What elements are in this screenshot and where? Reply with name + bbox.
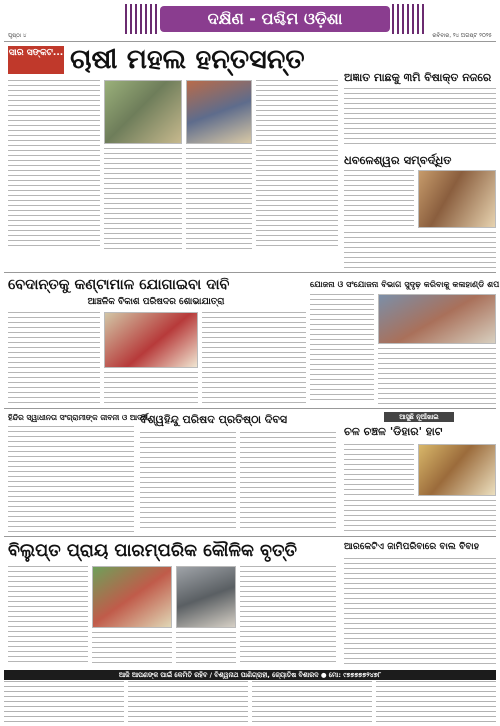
marriage-body — [344, 558, 496, 666]
divider — [4, 272, 496, 273]
crafts-headline: ବିଲୁପ୍ତ ପ୍ରାୟ ପାରମ୍ପରିକ କୌଳିକ ବୃତ୍ତି — [8, 541, 297, 561]
lead-photo-queue — [186, 80, 252, 144]
masthead — [0, 0, 500, 40]
top-right-headline: ଅଜ୍ଞାତ ମାଛକୁ ୩ମି ବିଷାକ୍ତ ନଜରେ — [344, 71, 492, 84]
marriage-headline: ଆରକେଟିଏ ଜାମିପରିବାରେ ବାଲ ବିବାହ — [344, 541, 480, 552]
vhp-body-col1 — [140, 432, 236, 532]
planning-dept-headline: ଯୋଜନା ଓ ସଂଯୋଜନା ବିଭାଗ ସୁଦୃଢ଼ କରିବାକୁ କଳାହାଣ୍ଡି ଶପ — [310, 279, 500, 289]
vedanta-body-col3 — [104, 372, 198, 404]
planning-body-col1 — [310, 294, 374, 404]
issue-date: ରବିବାର, ୨୪ ଅଗଷ୍ଟ ୨୦୨୫ — [432, 33, 492, 39]
divider — [4, 408, 496, 409]
haat-photo-market — [418, 444, 496, 496]
crafts-body-col4 — [240, 566, 336, 666]
top-right-body — [344, 88, 496, 148]
horoscope-col-3 — [252, 681, 372, 726]
horoscope-col-2 — [128, 681, 248, 726]
crafts-photo-artisan — [176, 566, 236, 628]
divider — [4, 536, 496, 537]
crafts-body-col3 — [176, 632, 236, 666]
haat-kicker: ଆସୁଛି ନୂଆଁଖାଇ — [384, 412, 454, 422]
lead-body-col1 — [8, 80, 100, 250]
vedanta-body-col1 — [8, 312, 100, 404]
vedanta-body-col2 — [202, 312, 306, 404]
masthead-ornament-left — [125, 4, 159, 34]
lead-body-col4 — [256, 80, 338, 250]
lead-body-col3 — [186, 148, 252, 250]
lead-photo-crowd — [104, 80, 182, 144]
section-title: ଦକ୍ଷିଣ - ପଶ୍ଚିମ ଓଡ଼ିଶା — [207, 9, 343, 28]
crafts-photo-weaver — [92, 566, 172, 628]
lead-headline: ଚାଷୀ ମହଲ ହନ୍ତସନ୍ତ — [70, 44, 305, 75]
freedom-fighter-headline: ହିନ୍ଦିର ସ୍ୱାଧୀନତା ସଂଗ୍ରାମୀଙ୍କ ଜୀବନୀ ଓ ଆଦର୍ଶ — [8, 413, 149, 422]
horoscope-section — [0, 670, 500, 726]
crafts-body-col2 — [92, 632, 172, 666]
vhp-headline: ବିଶ୍ୱହିନ୍ଦୁ ପରିଷଦ ପ୍ରତିଷ୍ଠା ଦିବସ — [140, 413, 288, 426]
haat-body-col2 — [344, 500, 496, 532]
dhabaleswar-body-2 — [344, 232, 496, 268]
vedanta-headline: ବେଦାନ୍ତକୁ କଣ୍ଟାମାଳ ଯୋଗାଇବା ଦାବି — [8, 277, 230, 293]
divider — [4, 41, 496, 42]
planning-body-col2 — [378, 348, 496, 404]
section-banner — [160, 6, 390, 32]
planning-photo-meeting — [378, 294, 496, 344]
lead-kicker: ସାର ସଙ୍କଟ... — [8, 46, 64, 74]
haat-headline: ଚଳ ଚଞ୍ଚଳ 'ଡିହାର' ହାଟ — [344, 425, 443, 438]
vedanta-subhead: ଆଞ୍ଚଳିକ ବିକାଶ ପରିଷଦର ଶୋଭାଯାତ୍ରା — [87, 297, 225, 307]
haat-body-col1 — [344, 444, 414, 496]
horoscope-col-1 — [4, 681, 124, 726]
freedom-fighter-body — [8, 426, 134, 532]
horoscope-col-4 — [376, 681, 496, 726]
vhp-body-col2 — [240, 432, 336, 532]
dhabaleswar-photo — [418, 170, 496, 228]
page-number: ପୃଷ୍ଠା ୪ — [8, 33, 27, 39]
vedanta-photo-rally — [104, 312, 198, 368]
horoscope-strip: ଆଜି ଆପଣଙ୍କ ପାଇଁ କେମିତି ରହିବ / ବିଶ୍ୱନାଥ ପାଣିଗ୍ରାହୀ, ଜ୍ୟୋତିଷ ବିଶାରଦ ● ମୋ: ୯୭୭୭୭୭୨୪୭୮ — [4, 670, 496, 680]
dhabaleswar-body — [344, 170, 414, 230]
lead-body-col2 — [104, 148, 182, 250]
masthead-ornament-right — [392, 4, 426, 34]
crafts-body-col1 — [8, 566, 88, 666]
dhabaleswar-headline: ଧବଳେଶ୍ୱର ସମ୍ବର୍ଦ୍ଧିତ — [344, 153, 452, 167]
